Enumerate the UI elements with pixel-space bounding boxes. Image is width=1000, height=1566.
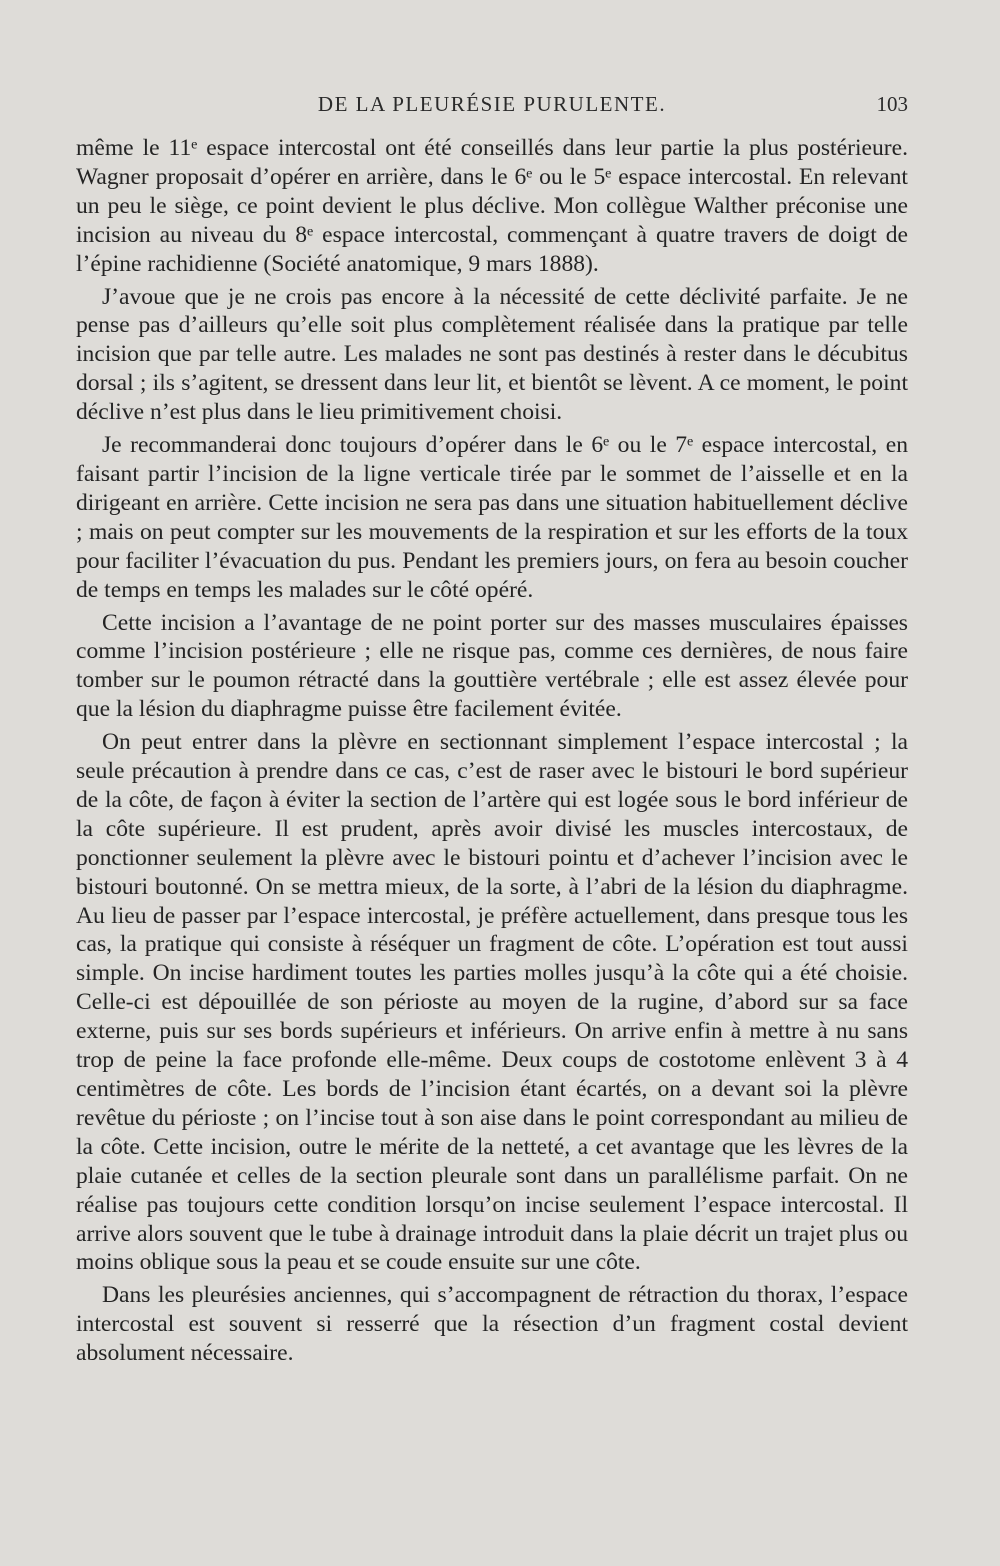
paragraph: même le 11ᵉ espace intercostal ont été conseillés dans leur partie la plus postérieure. Wagner proposait d’opérer en arrière, dans le 6ᵉ ou le 5ᵉ espace intercostal. En relevant un peu le siège, ce point devient le plus déclive. Mon collègue Walther préconise une incision au niveau du 8ᵉ espace intercostal, commençant à quatre travers de doigt de l’épine rachidienne (Société anatomique, 9 mars 1888). bbox=[76, 135, 908, 277]
paragraph: Dans les pleurésies anciennes, qui s’accompagnent de rétraction du thorax, l’espace intercostal est souvent si resserré que la résection d’un fragment costal devient absolument nécessaire. bbox=[76, 1282, 908, 1367]
running-head: DE LA PLEURÉSIE PURULENTE. bbox=[317, 92, 667, 116]
page-number: 103 bbox=[876, 92, 908, 116]
page-header bbox=[76, 92, 908, 128]
paragraph: Je recommanderai donc toujours d’opérer dans le 6ᵉ ou le 7ᵉ espace intercostal, en faisant partir l’incision de la ligne verticale tirée par le sommet de l’aisselle et en la dirigeant en arrière. Cette incision ne sera pas dans une situation habituellement déclive ; mais on peut compter sur les mouvements de la respiration et sur les efforts de la toux pour faciliter l’évacuation du pus. Pendant les premiers jours, on fera au besoin coucher de temps en temps les malades sur le côté opéré. bbox=[76, 432, 908, 603]
paragraph: Cette incision a l’avantage de ne point porter sur des masses musculaires épaisses comme l’incision postérieure ; elle ne risque pas, comme ces dernières, de nous faire tomber sur le poumon rétracté dans la gouttière vertébrale ; elle est assez élevée pour que la lésion du diaphragme puisse être facilement évitée. bbox=[76, 609, 908, 723]
paragraph: On peut entrer dans la plèvre en sectionnant simplement l’espace intercostal ; la seule précaution à prendre dans ce cas, c’est de raser avec le bistouri le bord supérieur de la côte, de façon à éviter la section de l’artère qui est logée sous le bord inférieur de la côte supérieure. Il est prudent, après avoir divisé les muscles intercostaux, de ponctionner seulement la plèvre avec le bistouri pointu et d’achever l’incision avec le bistouri boutonné. On se mettra mieux, de la sorte, à l’abri de la lésion du diaphragme. Au lieu de passer par l’espace intercostal, je préfère actuellement, dans presque tous les cas, la pratique qui consiste à réséquer un fragment de côte. L’opération est tout aussi simple. On incise hardiment toutes les parties molles jusqu’à la côte qui a été choisie. Celle-ci est dépouillée de son périoste au moyen de la rugine, d’abord sur sa face externe, puis sur ses bords supérieurs et inférieurs. On arrive enfin à mettre à nu sans trop de peine la face profonde elle-même. Deux coups de costotome enlèvent 3 à 4 centimètres de côte. Les bords de l’incision étant écartés, on a devant soi la plèvre revêtue du périoste ; on l’incise tout à son aise dans le point correspondant au milieu de la côte. Cette incision, outre le mérite de la netteté, a cet avantage que les lèvres de la plaie cutanée et celles de la section pleurale sont dans un parallélisme parfait. On ne réalise pas toujours cette condition lorsqu’on incise seulement l’espace intercostal. Il arrive alors souvent que le tube à drainage introduit dans la plaie décrit un trajet plus ou moins oblique sous la peau et se coude ensuite sur une côte. bbox=[76, 729, 908, 1276]
paragraph: J’avoue que je ne crois pas encore à la nécessité de cette déclivité parfaite. Je ne pense pas d’ailleurs qu’elle soit plus complètement réalisée dans la pratique par telle incision que par telle autre. Les malades ne sont pas destinés à rester dans le décubitus dorsal ; ils s’agitent, se dressent dans leur lit, et bientôt se lèvent. A ce moment, le point déclive n’est plus dans le lieu primitivement choisi. bbox=[76, 283, 908, 426]
body-text bbox=[76, 134, 908, 1372]
